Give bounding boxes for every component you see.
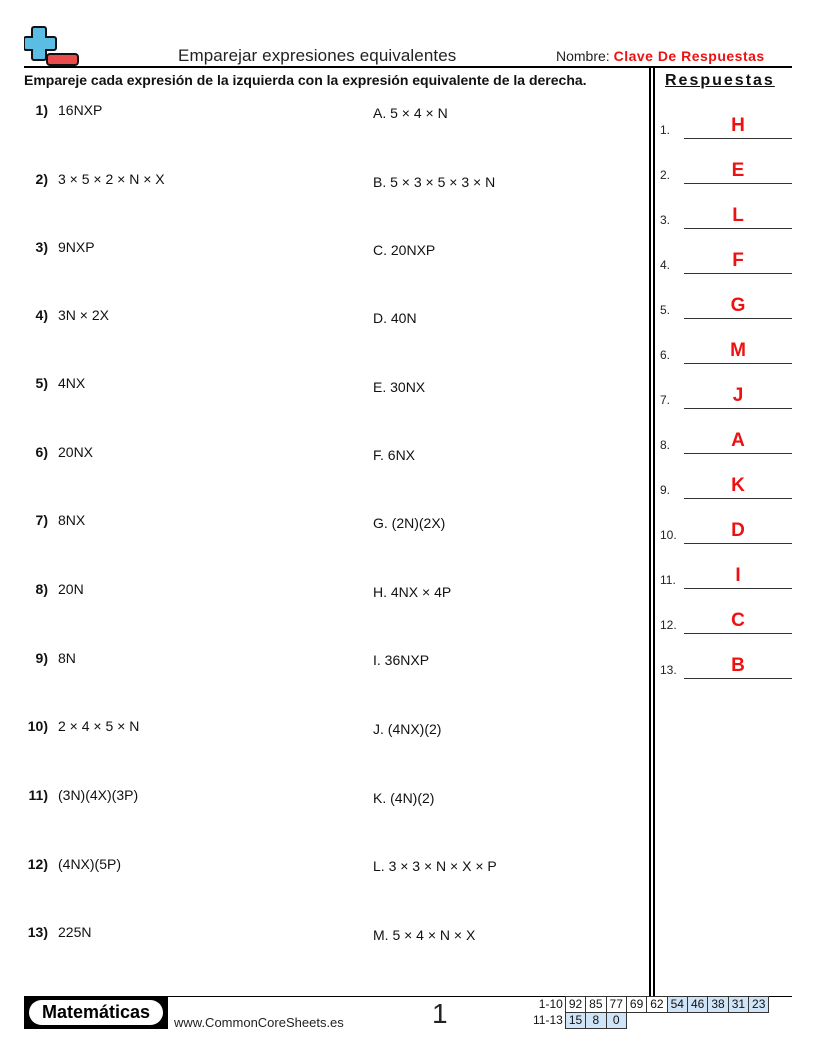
- option-item: J. (4NX)(2): [373, 721, 442, 737]
- answer-blank-line: [684, 318, 792, 319]
- answer-letter: K: [731, 475, 745, 496]
- grade-cell-empty: [667, 1013, 687, 1029]
- answer-blank-line: [684, 498, 792, 499]
- answer-blank-line: [684, 363, 792, 364]
- grading-row: [530, 997, 769, 1013]
- option-item: F. 6NX: [373, 447, 416, 463]
- option-item: G. (2N)(2X): [373, 515, 446, 531]
- question-expression: 20NX: [58, 444, 94, 460]
- grade-cell-empty: [647, 1013, 667, 1029]
- answer-letter: F: [732, 250, 744, 271]
- grade-cell: 23: [749, 997, 769, 1013]
- answer-blank-line: [684, 588, 792, 589]
- question-number: 3): [35, 239, 48, 255]
- answer-number: 5.: [660, 303, 671, 317]
- answer-blank-line: [684, 408, 792, 409]
- answer-number: 4.: [660, 258, 671, 272]
- grade-cell-empty: [626, 1013, 646, 1029]
- grade-cell: 38: [708, 997, 728, 1013]
- option-item: B. 5 × 3 × 5 × 3 × N: [373, 174, 496, 190]
- answer-blank-line: [684, 273, 792, 274]
- grade-cell: 46: [687, 997, 707, 1013]
- answer-number: 10.: [660, 528, 677, 542]
- answer-letter: B: [731, 655, 745, 676]
- answer-number: 3.: [660, 213, 671, 227]
- grade-cell: 92: [565, 997, 585, 1013]
- question-number: 9): [35, 650, 48, 666]
- answer-letter: L: [732, 205, 744, 226]
- grade-cell: 62: [647, 997, 667, 1013]
- question-expression: 225N: [58, 924, 92, 940]
- answer-number: 11.: [660, 573, 676, 587]
- question-expression: 4NX: [58, 375, 86, 391]
- question-number: 5): [35, 375, 48, 391]
- question-number: 12): [27, 856, 48, 872]
- grade-cell: 85: [586, 997, 606, 1013]
- answer-letter: C: [731, 610, 745, 631]
- grade-cell: 15: [565, 1013, 585, 1029]
- question-number: 1): [35, 102, 48, 118]
- answer-blank-line: [684, 543, 792, 544]
- answer-letter: M: [730, 340, 746, 361]
- option-item: M. 5 × 4 × N × X: [373, 927, 476, 943]
- grade-cell-empty: [749, 1013, 769, 1029]
- answer-number: 13.: [660, 663, 677, 677]
- column-divider: [653, 68, 655, 996]
- answer-letter: G: [730, 295, 746, 316]
- grade-cell-empty: [708, 1013, 728, 1029]
- answer-letter: H: [731, 115, 745, 136]
- plus-minus-logo-icon: [24, 25, 80, 67]
- grade-cell-empty: [728, 1013, 748, 1029]
- question-expression: 8N: [58, 650, 76, 666]
- question-expression: 16NXP: [58, 102, 103, 118]
- answers-heading: Respuestas: [665, 72, 775, 89]
- option-item: K. (4N)(2): [373, 790, 435, 806]
- option-item: I. 36NXP: [373, 652, 430, 668]
- answer-blank-line: [684, 633, 792, 634]
- answer-letter: I: [735, 565, 741, 586]
- grading-row-label: 11-13: [533, 1013, 563, 1027]
- answer-blank-line: [684, 138, 792, 139]
- answer-letter: A: [731, 430, 745, 451]
- question-expression: 3 × 5 × 2 × N × X: [58, 171, 165, 187]
- grade-cell: 77: [606, 997, 626, 1013]
- question-number: 11): [28, 787, 48, 803]
- answer-blank-line: [684, 183, 792, 184]
- answer-number: 6.: [660, 348, 671, 362]
- grade-cell: 8: [586, 1013, 606, 1029]
- answer-blank-line: [684, 228, 792, 229]
- option-item: E. 30NX: [373, 379, 426, 395]
- question-expression: 9NXP: [58, 239, 95, 255]
- answer-blank-line: [684, 678, 792, 679]
- answer-letter: J: [732, 385, 744, 406]
- answer-number: 7.: [660, 393, 671, 407]
- page-number: 1: [432, 998, 448, 1029]
- brand-label: Matemáticas: [29, 1000, 163, 1025]
- question-expression: (4NX)(5P): [58, 856, 122, 872]
- question-expression: 3N × 2X: [58, 307, 109, 323]
- answer-number: 8.: [660, 438, 671, 452]
- question-expression: 2 × 4 × 5 × N: [58, 718, 140, 734]
- option-item: D. 40N: [373, 310, 417, 326]
- instructions: Empareje cada expresión de la izquierda con la expresión equivalente de la derecha.: [24, 72, 587, 88]
- option-item: A. 5 × 4 × N: [373, 105, 448, 121]
- question-number: 2): [35, 171, 48, 187]
- question-number: 13): [27, 924, 48, 940]
- answer-letter: E: [731, 160, 745, 181]
- answer-number: 9.: [660, 483, 671, 497]
- grade-cell: 0: [606, 1013, 626, 1029]
- answer-number: 12.: [660, 618, 677, 632]
- grade-cell: 54: [667, 997, 687, 1013]
- question-number: 8): [35, 581, 48, 597]
- answer-letter: D: [731, 520, 745, 541]
- grade-cell: 69: [626, 997, 646, 1013]
- answer-blank-line: [684, 453, 792, 454]
- question-expression: 20N: [58, 581, 84, 597]
- answer-number: 2.: [660, 168, 671, 182]
- worksheet-title: Emparejar expresiones equivalentes: [178, 46, 457, 65]
- site-url: www.CommonCoreSheets.es: [174, 1015, 344, 1030]
- grade-cell: 31: [728, 997, 748, 1013]
- question-number: 4): [35, 307, 48, 323]
- question-number: 6): [35, 444, 48, 460]
- question-expression: 8NX: [58, 512, 86, 528]
- name-value: Clave De Respuestas: [613, 48, 765, 64]
- option-item: L. 3 × 3 × N × X × P: [373, 858, 497, 874]
- option-item: C. 20NXP: [373, 242, 436, 258]
- grade-cell-empty: [687, 1013, 707, 1029]
- name-label: Nombre:: [556, 48, 610, 64]
- column-divider: [649, 68, 651, 996]
- grading-table: [530, 996, 769, 1029]
- question-number: 7): [35, 512, 48, 528]
- grading-row-label: 1-10: [538, 997, 563, 1011]
- question-number: 10): [27, 718, 48, 734]
- question-expression: (3N)(4X)(3P): [58, 787, 139, 803]
- name-field: [556, 48, 765, 64]
- option-item: H. 4NX × 4P: [373, 584, 452, 600]
- header-divider: [24, 66, 792, 68]
- answer-number: 1.: [660, 123, 671, 137]
- grading-row: [530, 1013, 769, 1029]
